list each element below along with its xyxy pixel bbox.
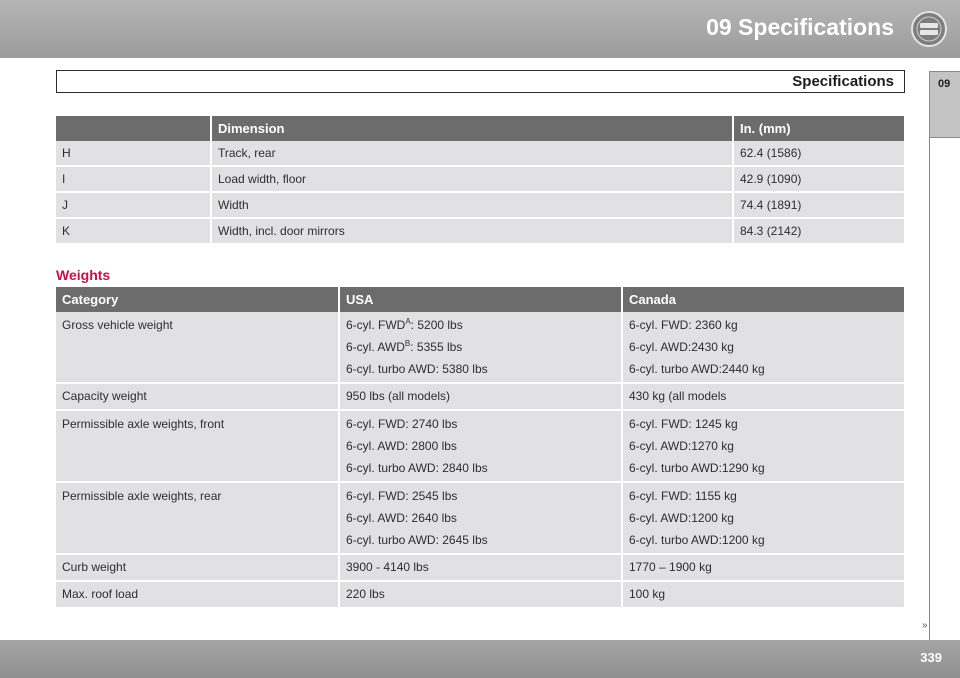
column-header: In. (mm) (733, 116, 904, 141)
category-cell: Curb weight (56, 554, 339, 581)
usa-value-line: 6-cyl. $FWD^A$: 5200 lbs (346, 317, 463, 332)
category-cell: Gross vehicle weight (56, 312, 339, 383)
table-row (56, 410, 904, 482)
canada-cell (622, 482, 904, 554)
category-cell: Permissible axle weights, rear (56, 482, 339, 554)
table-cell: J (56, 192, 211, 218)
usa-value-line: 6-cyl. FWD: 2740 lbs (346, 417, 458, 431)
chapter-01-10-icon (911, 11, 947, 47)
side-divider (929, 138, 930, 640)
canada-value-line: 6-cyl. FWD: 1245 kg (629, 417, 738, 431)
section-title-box (56, 70, 905, 93)
table-row (56, 482, 904, 554)
usa-value-line: 950 lbs (all models) (346, 389, 451, 403)
column-header: USA (339, 287, 622, 312)
usa-cell (339, 312, 622, 383)
weights-header-row (56, 287, 904, 312)
table-cell: Width (211, 192, 733, 218)
weights-table (56, 287, 904, 609)
table-cell: 84.3 (2142) (733, 218, 904, 244)
table-row (56, 581, 904, 608)
category-cell: Permissible axle weights, front (56, 410, 339, 482)
column-header: Category (56, 287, 339, 312)
canada-value-line: 6-cyl. FWD: 2360 kg (629, 318, 738, 332)
table-row (56, 554, 904, 581)
usa-value-line: 6-cyl. $AWD^B$: 5355 lbs (346, 339, 463, 354)
usa-value-line: 6-cyl. AWD: 2800 lbs (346, 439, 457, 453)
category-cell: Capacity weight (56, 383, 339, 410)
usa-cell (339, 554, 622, 581)
usa-value-line: 6-cyl. FWD: 2545 lbs (346, 489, 458, 503)
canada-cell (622, 312, 904, 383)
usa-cell (339, 581, 622, 608)
table-cell: 74.4 (1891) (733, 192, 904, 218)
weights-heading: Weights (56, 267, 111, 283)
table-row (56, 166, 904, 192)
footnote-marker: B (404, 339, 411, 348)
table-cell: I (56, 166, 211, 192)
usa-value-line: 6-cyl. turbo AWD: 5380 lbs (346, 362, 488, 376)
table-row (56, 312, 904, 383)
chapter-tab-09[interactable] (929, 71, 960, 138)
column-header (56, 116, 211, 141)
table-cell: Width, incl. door mirrors (211, 218, 733, 244)
table-cell: Load width, floor (211, 166, 733, 192)
table-cell: H (56, 141, 211, 166)
canada-value-line: 6-cyl. turbo AWD:1200 kg (629, 533, 765, 547)
table-row (56, 218, 904, 244)
canada-value-line: 100 kg (629, 587, 666, 601)
canada-value-line: 6-cyl. FWD: 1155 kg (629, 489, 737, 503)
table-cell: K (56, 218, 211, 244)
footnote-marker: A (405, 317, 411, 326)
canada-cell (622, 581, 904, 608)
canada-value-line: 6-cyl. AWD:1200 kg (629, 511, 734, 525)
column-header: Dimension (211, 116, 733, 141)
continue-arrows-icon: » (922, 620, 926, 631)
canada-value-line: 6-cyl. AWD:1270 kg (629, 439, 734, 453)
usa-value-line: 6-cyl. AWD: 2640 lbs (346, 511, 457, 525)
usa-cell (339, 482, 622, 554)
usa-value-line: 220 lbs (346, 587, 385, 601)
canada-cell (622, 383, 904, 410)
column-header: Canada (622, 287, 904, 312)
table-cell: 42.9 (1090) (733, 166, 904, 192)
canada-value-line: 1770 – 1900 kg (629, 560, 712, 574)
dimensions-table (56, 116, 904, 245)
canada-value-line: 6-cyl. turbo AWD:2440 kg (629, 362, 765, 376)
table-row (56, 383, 904, 410)
footer-bar (0, 640, 960, 678)
canada-cell (622, 410, 904, 482)
chapter-title: 09 Specifications (706, 14, 894, 40)
usa-value-line: 3900 - 4140 lbs (346, 560, 429, 574)
dimensions-header-row (56, 116, 904, 141)
usa-value-line: 6-cyl. turbo AWD: 2645 lbs (346, 533, 488, 547)
canada-value-line: 430 kg (all models (629, 389, 727, 403)
canada-cell (622, 554, 904, 581)
section-title: Specifications (792, 73, 894, 90)
usa-value-line: 6-cyl. turbo AWD: 2840 lbs (346, 461, 488, 475)
canada-value-line: 6-cyl. AWD:2430 kg (629, 340, 734, 354)
header-bar (0, 0, 960, 58)
table-cell: Track, rear (211, 141, 733, 166)
usa-cell (339, 383, 622, 410)
canada-value-line: 6-cyl. turbo AWD:1290 kg (629, 461, 765, 475)
usa-cell (339, 410, 622, 482)
page-number: 339 (920, 650, 942, 665)
table-cell: 62.4 (1586) (733, 141, 904, 166)
chapter-tab-label: 09 (938, 78, 951, 90)
category-cell: Max. roof load (56, 581, 339, 608)
table-row (56, 141, 904, 166)
table-row (56, 192, 904, 218)
